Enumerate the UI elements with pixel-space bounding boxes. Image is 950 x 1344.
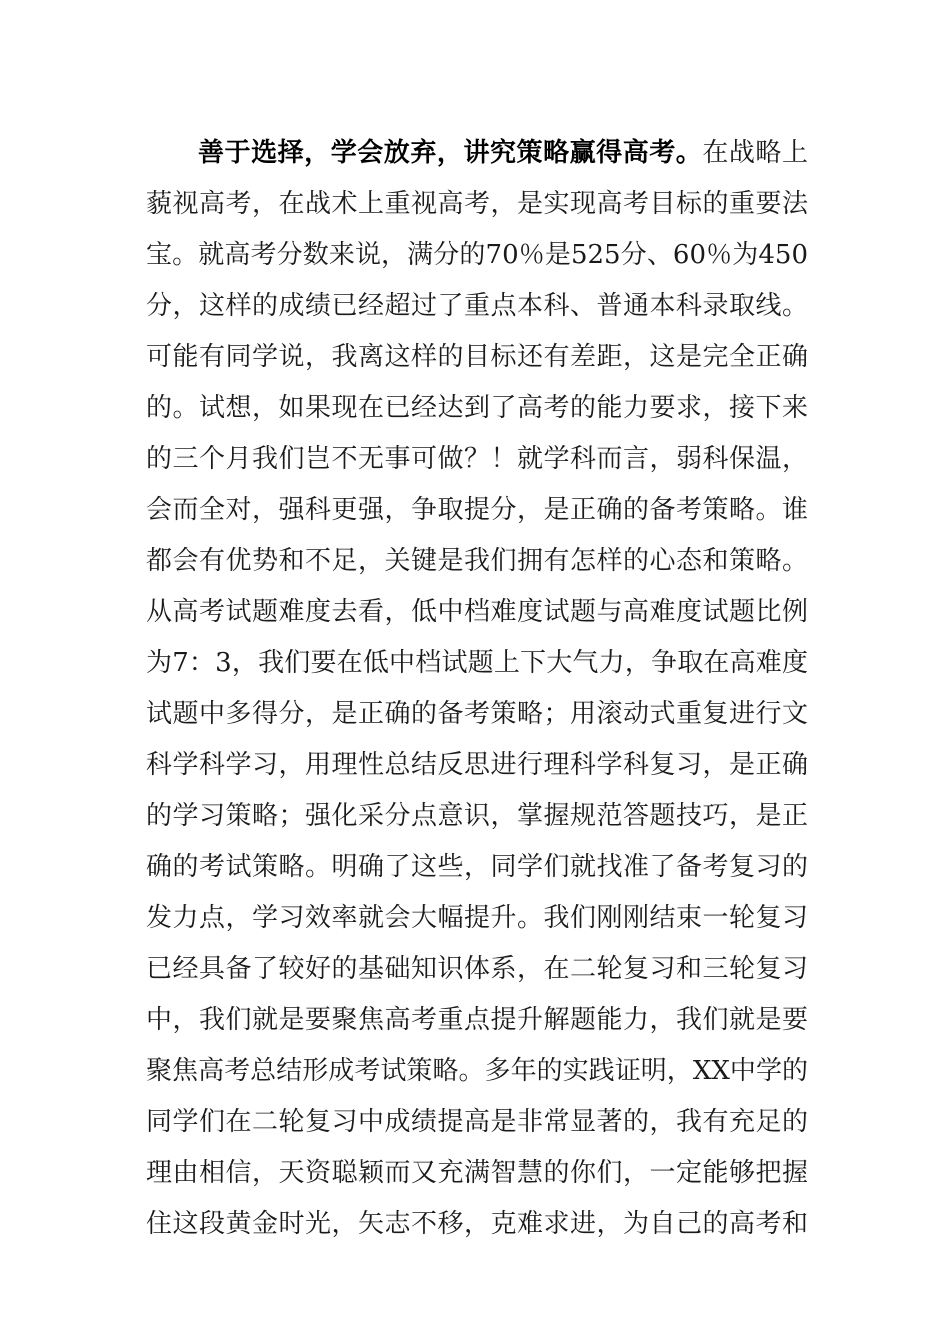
paragraph-line: 已经具备了较好的基础知识体系，在二轮复习和三轮复习 — [146, 954, 808, 984]
paragraph-line: 都会有优势和不足，关键是我们拥有怎样的心态和策略。 — [146, 546, 808, 576]
paragraph-line: 同学们在二轮复习中成绩提高是非常显著的，我有充足的 — [146, 1107, 808, 1137]
paragraph-line: 住这段黄金时光，矢志不移，克难求进，为自己的高考和 — [146, 1209, 808, 1239]
paragraph-line: 从高考试题难度去看，低中档难度试题与高难度试题比例 — [146, 597, 808, 627]
paragraph-line: 为7：3，我们要在低中档试题上下大气力，争取在高难度 — [146, 648, 808, 678]
paragraph-line: 确的考试策略。明确了这些，同学们就找准了备考复习的 — [146, 852, 808, 882]
paragraph-line: 可能有同学说，我离这样的目标还有差距，这是完全正确 — [146, 342, 808, 372]
paragraph-line: 的。试想，如果现在已经达到了高考的能力要求，接下来 — [146, 393, 808, 423]
paragraph-line: 科学科学习，用理性总结反思进行理科学科复习，是正确 — [146, 750, 808, 780]
document-body — [146, 128, 808, 1250]
paragraph-line: 分，这样的成绩已经超过了重点本科、普通本科录取线。 — [146, 291, 808, 321]
paragraph-line: 发力点，学习效率就会大幅提升。我们刚刚结束一轮复习 — [146, 903, 808, 933]
paragraph-line: 理由相信，天资聪颖而又充满智慧的你们，一定能够把握 — [146, 1158, 808, 1188]
paragraph-line: 的三个月我们岂不无事可做？！就学科而言，弱科保温， — [146, 444, 808, 474]
paragraph-line — [146, 128, 808, 179]
paragraph-line: 试题中多得分，是正确的备考策略；用滚动式重复进行文 — [146, 699, 808, 729]
lead-sentence: 善于选择，学会放弃，讲究策略赢得高考。 — [198, 138, 703, 168]
paragraph-line: 宝。就高考分数来说，满分的70％是525分、60％为450 — [146, 240, 808, 270]
paragraph-line: 聚焦高考总结形成考试策略。多年的实践证明，XX中学的 — [146, 1056, 808, 1086]
line-text: 在战略上 — [702, 138, 808, 168]
paragraph-line: 的学习策略；强化采分点意识，掌握规范答题技巧，是正 — [146, 801, 808, 831]
paragraph-line: 会而全对，强科更强，争取提分，是正确的备考策略。谁 — [146, 495, 808, 525]
paragraph-line: 藐视高考，在战术上重视高考，是实现高考目标的重要法 — [146, 189, 808, 219]
paragraph-line: 中，我们就是要聚焦高考重点提升解题能力，我们就是要 — [146, 1005, 808, 1035]
